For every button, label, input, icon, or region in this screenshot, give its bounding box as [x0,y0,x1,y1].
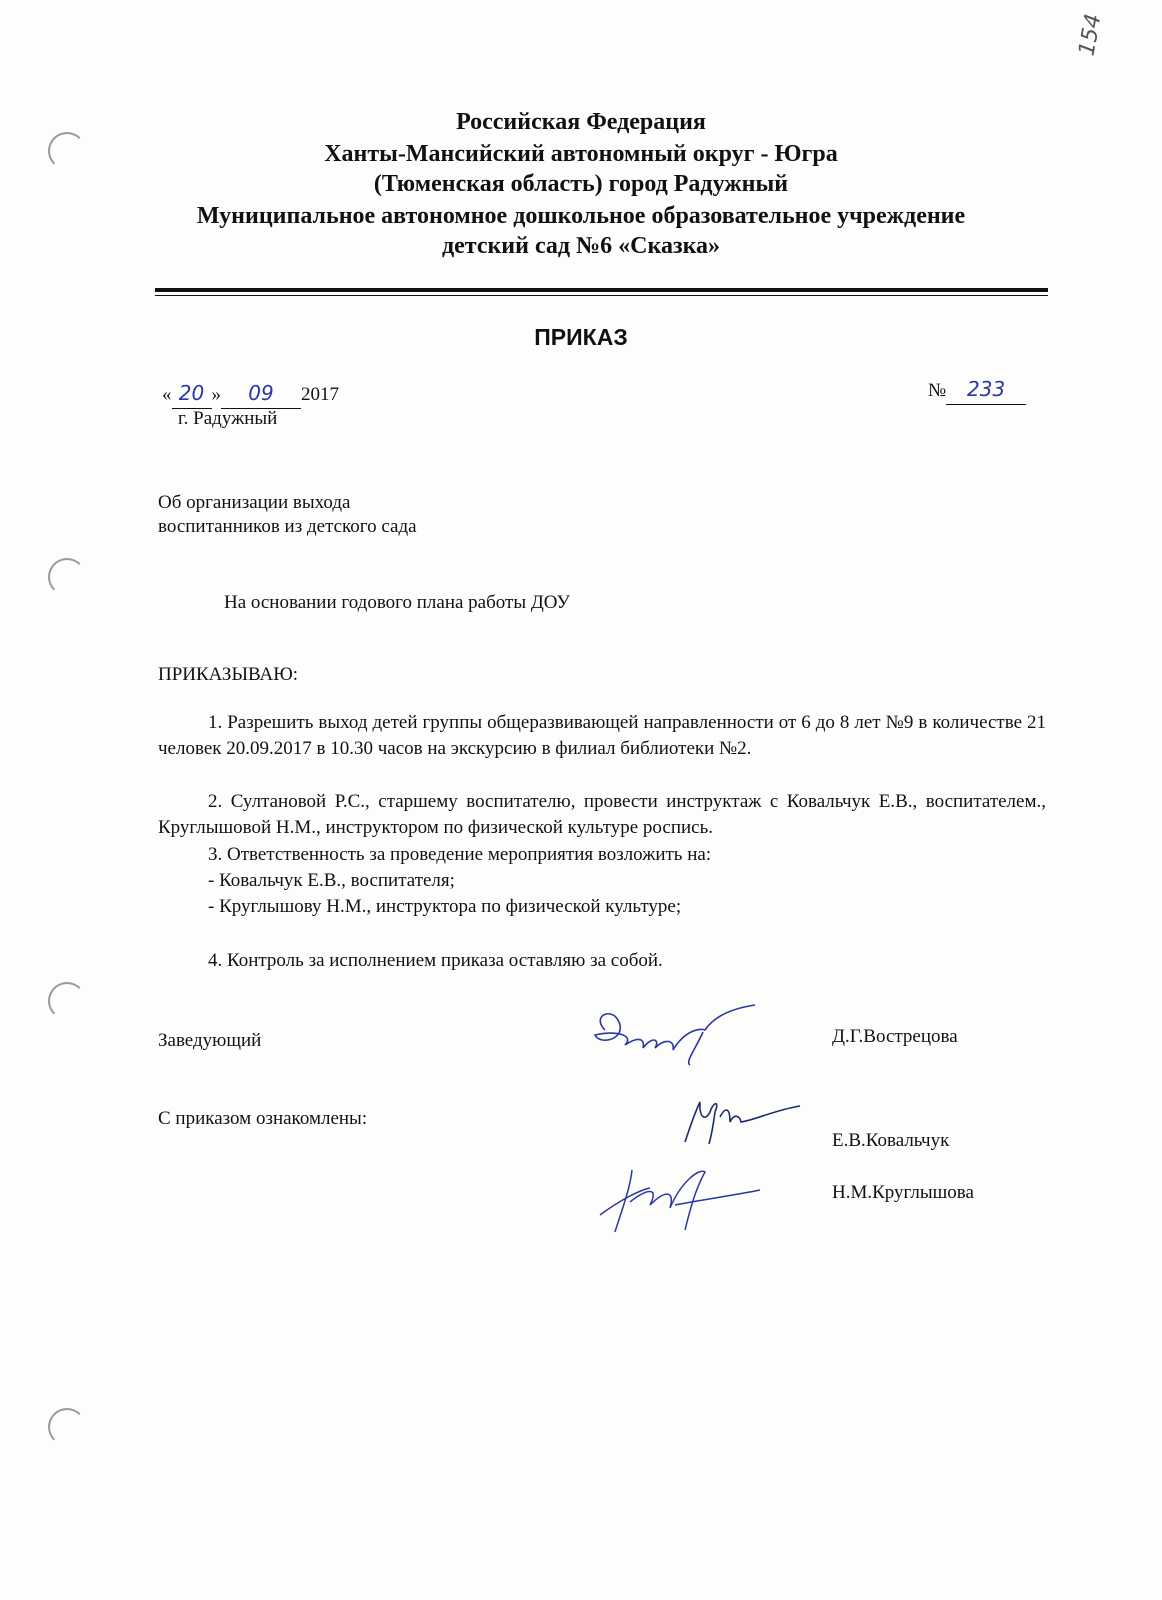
item-2: 2. Султановой Р.С., старшему воспитателю, провести инструктаж с Ковальчук Е.В., воспитателем., Круглышовой Н.М., инструктором по физической культуре роспись. [158,791,1046,838]
kovalchuk-signature [675,1092,815,1152]
punch-hole-mark [48,1408,86,1446]
header-divider-thin [155,295,1048,296]
item-1: 1. Разрешить выход детей группы общеразвивающей направленности от 6 до 8 лет №9 в количестве 21 человек 20.09.2017 в 10.30 часов на экскурсию в филиал библиотеки №2. [158,712,1046,759]
order-date [162,380,339,409]
head-name: Д.Г.Вострецова [832,1026,958,1047]
kruglyshova-signature [590,1160,770,1240]
date-month: 09 [248,381,274,405]
header-country: Российская Федерация [456,109,706,135]
header-region: Ханты-Мансийский автономный округ - Югра [324,141,838,167]
corner-page-number: 154 [1074,12,1107,58]
acknowledged-label: С приказом ознакомлены: [158,1108,368,1129]
header-institution: Муниципальное автономное дошкольное образовательное учреждение [196,203,966,229]
date-year: 2017 [301,384,339,405]
item-3a: - Ковальчук Е.В., воспитателя; [208,870,455,891]
item-4: 4. Контроль за исполнением приказа оставляю за собой. [208,950,663,971]
ack-name-2: Н.М.Круглышова [832,1182,974,1203]
item-3b: - Круглышову Н.М., инструктора по физической культуре; [208,896,682,917]
punch-hole-mark [48,982,86,1020]
subject-line-2: воспитанников из детского сада [158,516,417,537]
ack-name-1: Е.В.Ковальчук [832,1130,950,1151]
date-open-quote: « [162,384,172,405]
header-city: (Тюменская область) город Радужный [373,171,789,197]
date-close-quote: » [211,384,221,405]
item-3: 3. Ответственность за проведение мероприятия возложить на: [208,844,712,865]
number-prefix: № [928,380,947,401]
number-value: 233 [967,377,1006,401]
head-signature [585,1000,765,1070]
punch-hole-mark [48,558,86,596]
order-word: ПРИКАЗЫВАЮ: [158,664,299,685]
subject-line-1: Об организации выхода [158,492,351,513]
header-kindergarten: детский сад №6 «Сказка» [441,233,721,259]
document-title: ПРИКАЗ [534,324,628,350]
order-number [928,376,1026,405]
order-city: г. Радужный [178,408,278,429]
header-divider [155,288,1048,292]
date-day: 20 [178,381,205,405]
head-label: Заведующий [158,1030,262,1051]
basis-text: На основании годового плана работы ДОУ [224,592,570,613]
